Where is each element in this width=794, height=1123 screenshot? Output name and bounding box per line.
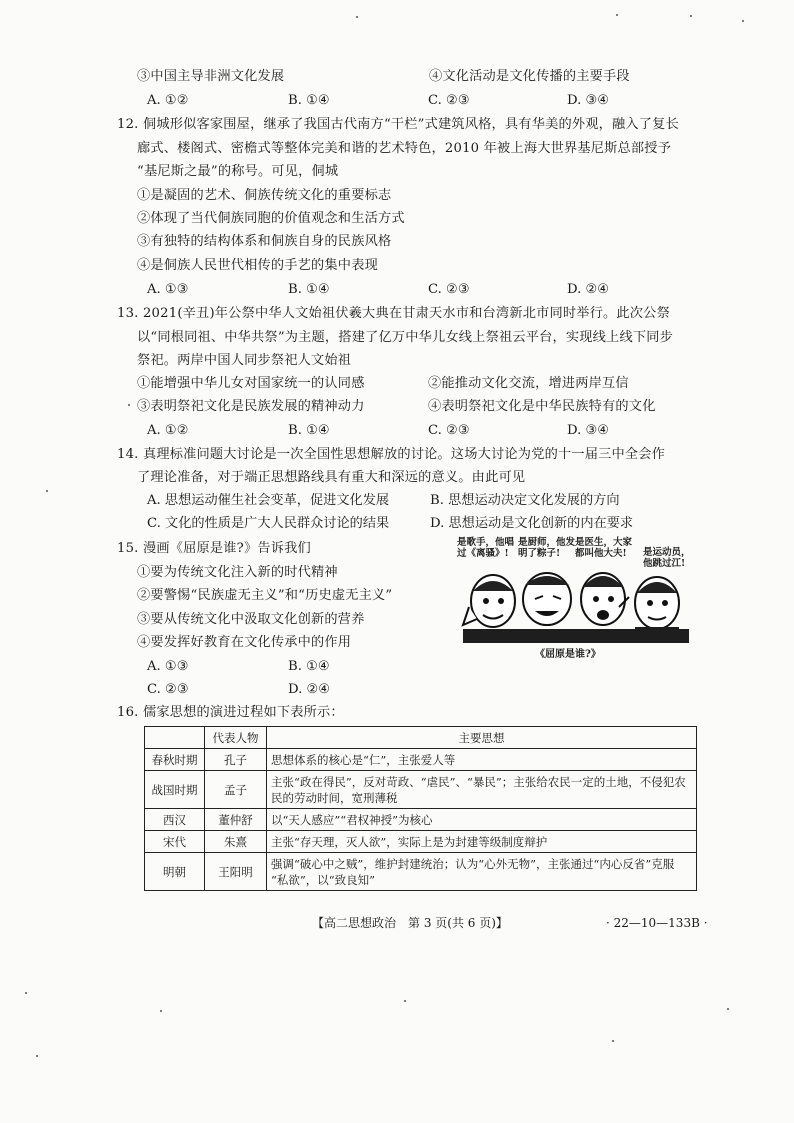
person-cell: 孟子 [205,771,267,809]
q13-option-d: D. ③④ [567,423,610,438]
q13-stem-line-3: 祭祀。两岸中国人同步祭祀人文始祖 [137,353,352,368]
cartoon-qu-yuan [455,533,695,661]
q15-option-c: C. ②③ [147,682,189,697]
table-header-row [145,727,697,749]
q14-option-b: B. 思想运动决定文化发展的方向 [430,493,620,508]
q16-stem: 16. 儒家思想的演进过程如下表所示： [117,705,344,720]
q14-stem-line-2: 了理论准备，对于端正思想路线具有重大和深远的意义。由此可见 [137,470,526,485]
q14-option-d: D. 思想运动是文化创新的内在要求 [430,516,634,531]
exam-code: · 22—10—133B · [606,916,708,930]
q12-stem-line-3: “基尼斯之最”的称号。可见，侗城 [137,164,339,179]
scan-speck [727,1008,729,1010]
page-footer: 【高二思想政治 第 3 页(共 6 页)】 [312,916,508,930]
q14-option-a: A. 思想运动催生社会变革，促进文化发展 [147,493,390,508]
scan-speck [742,20,744,22]
scan-speck [46,490,48,492]
scan-speck [404,1000,406,1002]
q15-statement-1: ①要为传统文化注入新的时代精神 [137,565,338,580]
cartoon-drawing [455,533,695,661]
period-cell: 西汉 [145,809,205,831]
q12-option-c: C. ②③ [428,282,470,297]
q12-option-a: A. ①③ [147,282,189,297]
idea-cell [267,771,697,809]
header-main-ideas: 主要思想 [267,727,697,749]
person-cell: 董仲舒 [205,809,267,831]
q15-stem: 15. 漫画《屈原是谁?》告诉我们 [117,541,311,556]
q14-option-c: C. 文化的性质是广大人民群众讨论的结果 [147,516,390,531]
idea-cell: 主张“存天理，灭人欲”，实际上是为封建等级制度辩护 [267,831,697,853]
table-row [145,853,697,891]
person-cell: 朱熹 [205,831,267,853]
speech-doctor: 是医生，大家 都叫他大夫! [575,537,633,559]
table-row [145,749,697,771]
idea-line: 民的劳动时间，宽刑薄税 [271,790,398,805]
idea-cell: 以“天人感应”“君权神授”为核心 [267,809,697,831]
period-cell: 战国时期 [145,771,205,809]
q13-stem-line-2: 以“同根同祖、中华共祭”为主题，搭建了亿万中华儿女线上祭祖云平台，实现线上线下同步 [137,330,673,345]
idea-line: “私欲”，以“致良知” [271,872,376,887]
q14-stem-line-1: 14. 真理标准问题大讨论是一次全国性思想解放的讨论。这场大讨论为党的十一届三中全会作 [117,447,666,462]
q15-statement-2: ②要警惕“民族虚无主义”和“历史虚无主义” [137,588,393,603]
q11-option-c: C. ②③ [428,93,470,108]
idea-cell [267,853,697,891]
scan-speck [160,1010,162,1012]
period-cell: 宋代 [145,831,205,853]
q15-option-a: A. ①③ [147,659,189,674]
q12-statement-3: ③有独特的结构体系和侗族自身的民族风格 [137,234,392,249]
q12-option-b: B. ①④ [288,282,330,297]
q12-option-d: D. ②④ [567,282,610,297]
q15-statement-4: ④要发挥好教育在文化传承中的作用 [137,635,352,650]
q11-statement-4: ④文化活动是文化传播的主要手段 [429,69,630,84]
speech-singer: 是歌手，他唱 过《离骚》! [457,537,515,559]
cartoon-caption: 《屈原是谁?》 [535,649,601,660]
person-cell: 孔子 [205,749,267,771]
scan-speck [25,992,27,994]
scan-speck [612,1040,614,1042]
q13-option-c: C. ②③ [428,423,470,438]
scan-speck [356,16,358,18]
q12-statement-2: ②体现了当代侗族同胞的价值观念和生活方式 [137,211,405,226]
q11-statement-3: ③中国主导非洲文化发展 [137,69,285,84]
q15-option-d: D. ②④ [288,682,331,697]
period-cell: 春秋时期 [145,749,205,771]
table-row [145,831,697,853]
header-representative: 代表人物 [205,727,267,749]
q13-option-b: B. ①④ [288,423,330,438]
speech-athlete: 是运动员， 他跳过江! [643,547,691,569]
q15-statement-3: ③要从传统文化中汲取文化创新的营养 [137,612,365,627]
scan-speck [36,1055,38,1057]
table-row [145,809,697,831]
q12-stem-line-2: 廊式、楼阁式、密檐式等整体完美和谐的艺术特色，2010 年被上海大世界基尼斯总部授予 [137,141,672,156]
idea-line: 强调“破心中之贼”，维护封建统治；认为“心外无物”，主张通过“内心反省”克服 [271,856,675,871]
q13-statement-3: ③表明祭祀文化是民族发展的精神动力 [137,399,365,414]
scan-speck [690,15,692,17]
scan-speck [616,14,618,16]
period-cell: 明朝 [145,853,205,891]
q15-option-b: B. ①④ [288,659,330,674]
q12-statement-4: ④是侗族人民世代相传的手艺的集中表现 [137,258,378,273]
q13-statement-1: ①能增强中华儿女对国家统一的认同感 [137,376,365,391]
q12-stem-line-1: 12. 侗城形似客家围屋，继承了我国古代南方“干栏”式建筑风格，具有华美的外观，融入了复长 [117,117,679,132]
person-cell: 王阳明 [205,853,267,891]
q11-option-d: D. ③④ [567,93,610,108]
header-empty [145,727,205,749]
confucian-thought-table [144,726,697,891]
idea-cell: 思想体系的核心是“仁”，主张爱人等 [267,749,697,771]
q13-statement-4: ④表明祭祀文化是中华民族特有的文化 [428,399,656,414]
q13-stem-line-1: 13. 2021(辛丑)年公祭中华人文始祖伏羲大典在甘肃天水市和台湾新北市同时举行。此次公祭 [117,306,670,321]
speech-chef: 是厨师，他发 明了粽子! [518,537,576,559]
idea-line: 主张“政在得民”，反对苛政、“虐民”、“暴民”；主张给农民一定的土地，不侵犯农 [271,774,686,789]
q11-option-b: B. ①④ [288,93,330,108]
q13-statement-2: ②能推动文化交流，增进两岸互信 [428,376,629,391]
q12-statement-1: ①是凝固的艺术、侗族传统文化的重要标志 [137,188,392,203]
scan-speck [128,404,130,406]
table-row [145,771,697,809]
q13-option-a: A. ①② [147,423,189,438]
q11-option-a: A. ①② [147,93,189,108]
